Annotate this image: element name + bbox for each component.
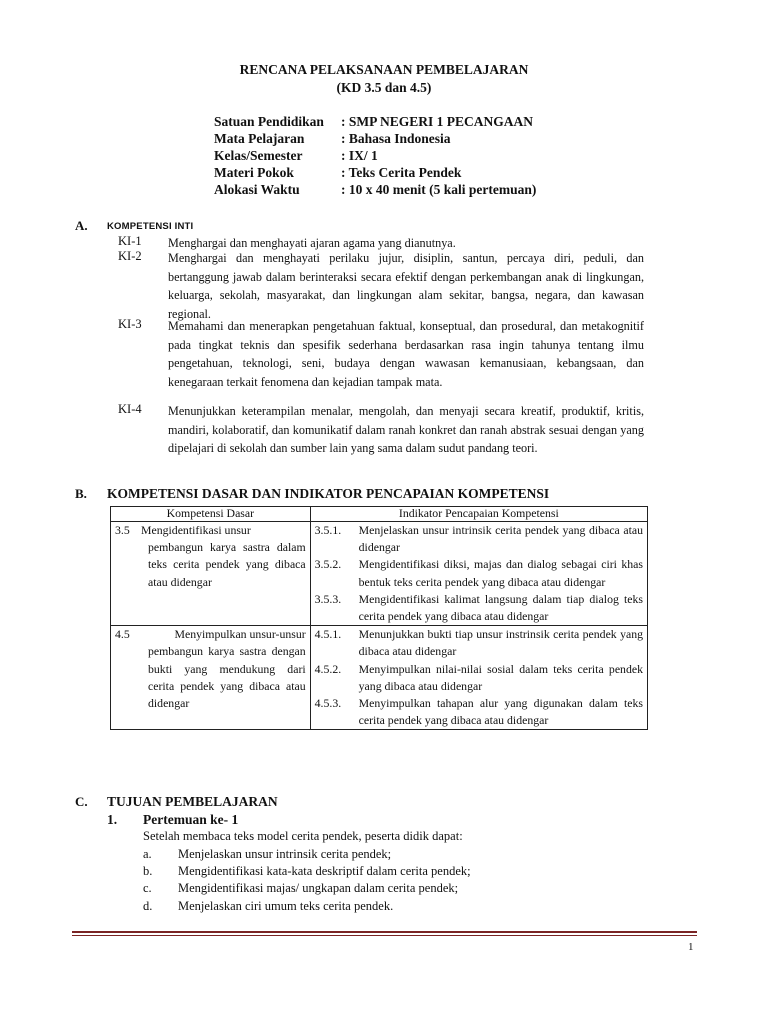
kd-text-first: Menyimpulkan unsur-unsur bbox=[174, 627, 306, 642]
document-title: RENCANA PELAKSANAAN PEMBELAJARAN bbox=[239, 62, 529, 77]
table-row bbox=[111, 626, 648, 730]
section-c-letter: C. bbox=[75, 794, 88, 809]
identity-key: Kelas/Semester bbox=[214, 148, 303, 163]
identity-value: : Teks Cerita Pendek bbox=[341, 165, 462, 180]
indicator-cell bbox=[310, 522, 647, 626]
ki-code: KI-1 bbox=[118, 234, 142, 248]
indicator-item bbox=[315, 591, 643, 625]
section-a-letter: A. bbox=[75, 218, 88, 233]
kd-text-rest: pembangun karya sastra dalam teks cerita pendek yang dibaca atau didengar bbox=[148, 540, 306, 589]
goal-text: Menjelaskan unsur intrinsik cerita pendek; bbox=[178, 847, 392, 861]
goal-text: Mengidentifikasi kata-kata deskriptif dalam cerita pendek; bbox=[178, 864, 471, 878]
document-subtitle: (KD 3.5 dan 4.5) bbox=[336, 80, 432, 95]
indicator-code: 3.5.3. bbox=[314, 591, 342, 606]
kd-cell bbox=[111, 522, 311, 626]
section-b-title: KOMPETENSI DASAR DAN INDIKATOR PENCAPAIAN KOMPETENSI bbox=[107, 486, 550, 501]
meeting-number: 1. bbox=[107, 812, 118, 827]
indicator-text: Menyimpulkan nilai-nilai sosial dalam teks cerita pendek yang dibaca atau didengar bbox=[358, 661, 643, 693]
identity-key: Alokasi Waktu bbox=[214, 182, 300, 197]
identity-key: Materi Pokok bbox=[214, 165, 294, 180]
indicator-item bbox=[315, 695, 643, 729]
goal-letter: b. bbox=[143, 864, 153, 878]
ki-text: Menghargai dan menghayati perilaku jujur, disiplin, santun, percaya diri, peduli, dan bertanggung jawab dalam berinteraksi secara efektif dengan perkembangan anak di lingkungan, keluarga, sekolah, masyarakat, dan lingkungan alam sekitar, bangsa, negara, dan kawasan regional. bbox=[168, 251, 644, 321]
page-number: 1 bbox=[688, 941, 694, 953]
table-row bbox=[111, 522, 648, 626]
identity-value: : SMP NEGERI 1 PECANGAAN bbox=[341, 114, 534, 129]
indicator-text: Menyimpulkan tahapan alur yang digunakan dalam teks cerita pendek yang dibaca atau didengar bbox=[358, 696, 643, 728]
section-a-title: KOMPETENSI INTI bbox=[107, 221, 194, 232]
ki-text: Menunjukkan keterampilan menalar, mengolah, dan menyaji secara kreatif, produktif, kritis, mandiri, kolaboratif, dan komunikatif dalam ranah konkret dan ranah abstrak sesuai dengan yang dipelajari di sekolah dan sumber lain yang sama dalam sudut pandang teori. bbox=[168, 404, 644, 456]
competency-table bbox=[110, 506, 648, 730]
indicator-cell bbox=[310, 626, 647, 730]
section-c-title: TUJUAN PEMBELAJARAN bbox=[107, 794, 278, 809]
indicator-item bbox=[315, 556, 643, 590]
goal-text: Mengidentifikasi majas/ ungkapan dalam cerita pendek; bbox=[178, 881, 459, 895]
meeting-title: Pertemuan ke- 1 bbox=[143, 812, 239, 827]
indicator-item bbox=[315, 661, 643, 695]
table-header-row bbox=[111, 507, 648, 522]
ki-code: KI-2 bbox=[118, 249, 142, 263]
footer-rule bbox=[72, 931, 697, 933]
identity-key: Satuan Pendidikan bbox=[214, 114, 324, 129]
kd-text-rest: pembangun karya sastra dengan bukti yang mendukung dari cerita pendek yang dibaca atau didengar bbox=[148, 644, 306, 711]
identity-value: : IX/ 1 bbox=[341, 148, 378, 163]
indicator-item bbox=[315, 522, 643, 556]
goal-letter: c. bbox=[143, 881, 152, 895]
goal-letter: d. bbox=[143, 899, 153, 913]
identity-value: : 10 x 40 menit (5 kali pertemuan) bbox=[341, 182, 537, 197]
indicator-code: 4.5.3. bbox=[314, 696, 342, 711]
table-header-indicator: Indikator Pencapaian Kompetensi bbox=[310, 507, 647, 522]
indicator-item bbox=[315, 626, 643, 660]
goal-letter: a. bbox=[143, 847, 152, 861]
kd-text-first: Mengidentifikasi unsur bbox=[141, 523, 251, 537]
identity-value: : Bahasa Indonesia bbox=[341, 131, 451, 146]
indicator-text: Mengidentifikasi diksi, majas dan dialog sebagai ciri khas bentuk teks cerita pendek yang dibaca atau didengar bbox=[358, 557, 643, 589]
table-header-kd: Kompetensi Dasar bbox=[111, 507, 311, 522]
indicator-code: 4.5.1. bbox=[314, 627, 342, 642]
ki-text: Menghargai dan menghayati ajaran agama yang dianutnya. bbox=[168, 236, 456, 250]
kd-cell bbox=[111, 626, 311, 730]
ki-text: Memahami dan menerapkan pengetahuan faktual, konseptual, dan prosedural, dan metakognitif pada tingkat teknis dan spesifik sederhana berdasarkan rasa ingin tahunya tentang ilmu pengetahuan, teknologi, seni, budaya dengan wawasan kemanusiaan, kebangsaan, dan kenegaraan terkait fenomena dan kejadian tampak mata. bbox=[168, 319, 644, 389]
kd-code: 3.5 bbox=[115, 523, 130, 537]
indicator-code: 3.5.1. bbox=[314, 523, 342, 537]
section-b-letter: B. bbox=[75, 486, 87, 501]
indicator-code: 4.5.2. bbox=[314, 661, 342, 676]
goal-text: Menjelaskan ciri umum teks cerita pendek. bbox=[178, 899, 394, 913]
kd-code: 4.5 bbox=[115, 627, 130, 642]
indicator-text: Mengidentifikasi kalimat langsung dalam tiap dialog teks cerita pendek yang dibaca atau didengar bbox=[358, 591, 643, 624]
footer-rule-thin bbox=[72, 935, 697, 936]
ki-code: KI-3 bbox=[118, 317, 142, 331]
indicator-text: Menunjukkan bukti tiap unsur instrinsik cerita pendek yang dibaca atau didengar bbox=[358, 627, 643, 659]
identity-key: Mata Pelajaran bbox=[214, 131, 305, 146]
indicator-code: 3.5.2. bbox=[314, 557, 342, 572]
ki-code: KI-4 bbox=[118, 402, 142, 416]
indicator-text: Menjelaskan unsur intrinsik cerita pendek yang dibaca atau didengar bbox=[358, 523, 643, 555]
goals-intro: Setelah membaca teks model cerita pendek, peserta didik dapat: bbox=[143, 829, 463, 843]
